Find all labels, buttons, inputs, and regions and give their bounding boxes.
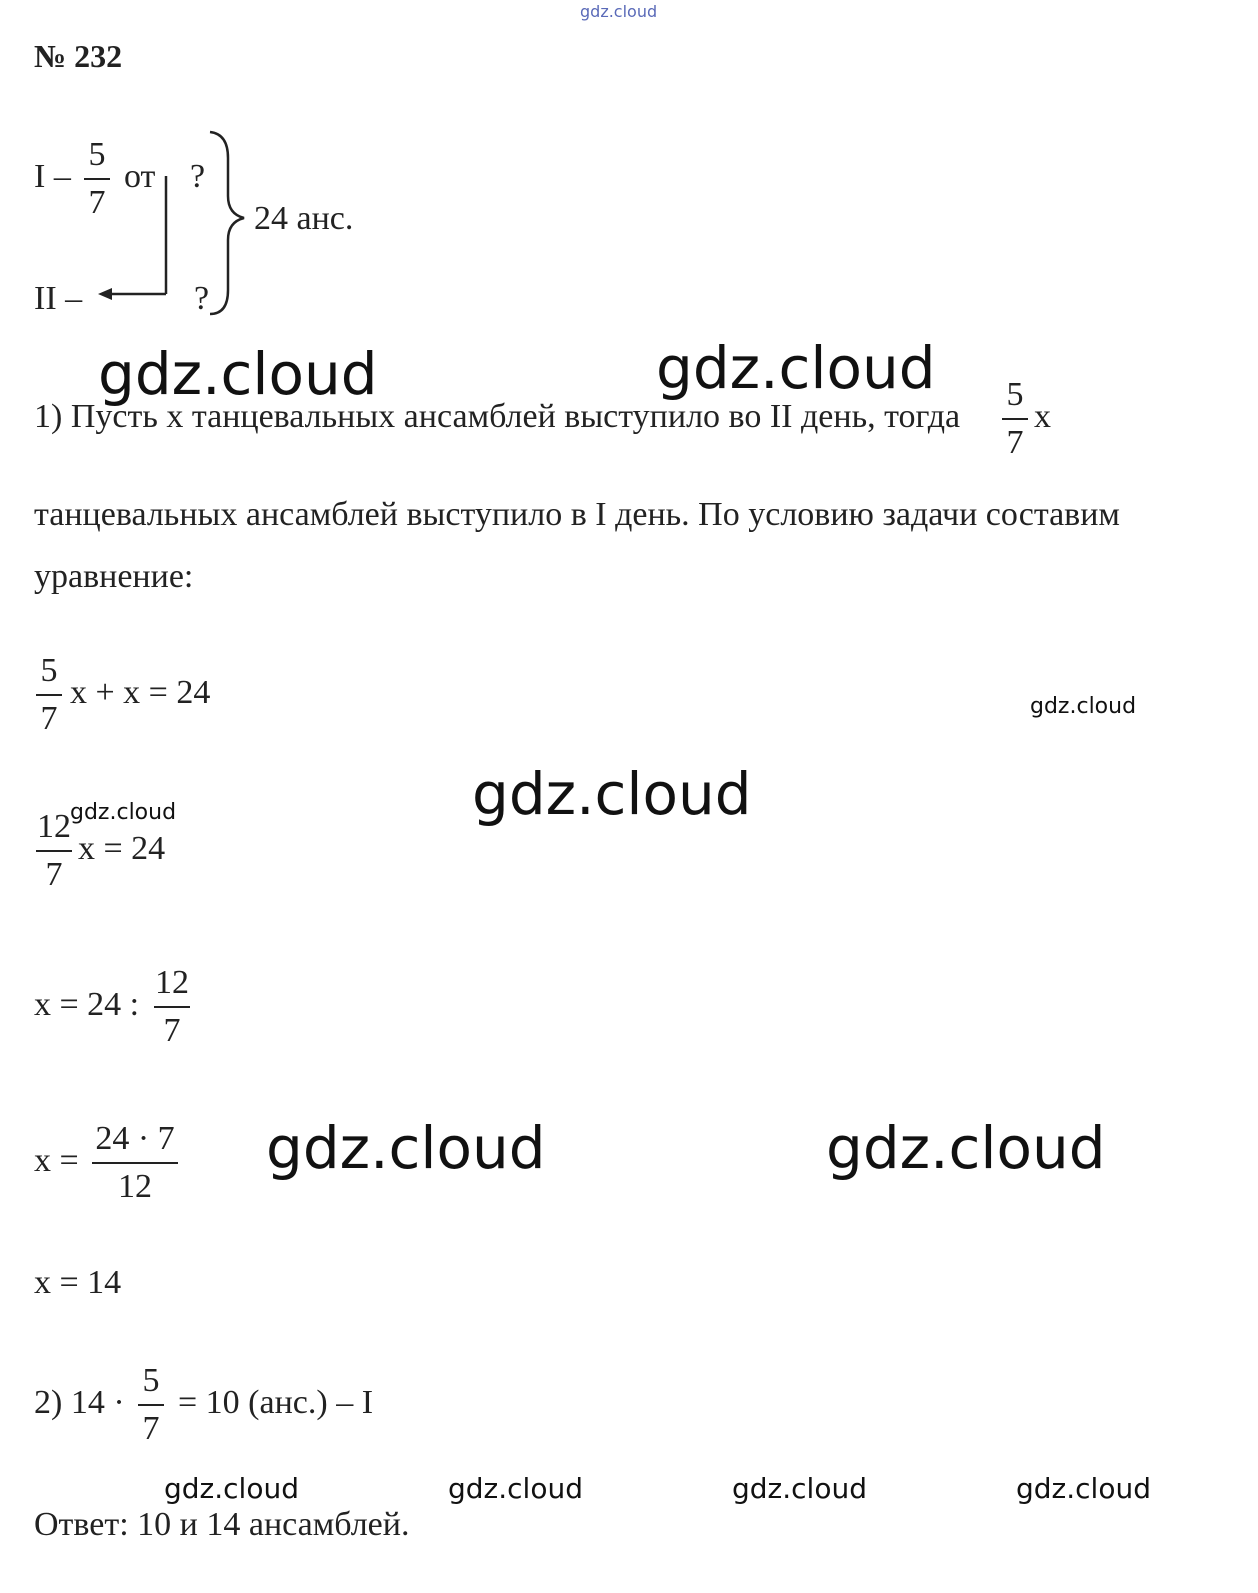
step2-fraction: [138, 1364, 164, 1446]
step1-var: х: [1034, 398, 1051, 435]
eq1-rest: x + x = 24: [70, 674, 211, 711]
watermark: gdz.cloud: [826, 1114, 1106, 1182]
eq3-fraction: [154, 966, 190, 1048]
watermark: gdz.cloud: [656, 334, 936, 402]
step2-fraction-den: 7: [142, 1410, 160, 1447]
step1-line2: танцевальных ансамблей выступило в I день. По условию задачи составим: [34, 496, 1120, 533]
diagram-of-text: от: [124, 158, 156, 195]
diagram-row2-question: ?: [194, 280, 210, 317]
diagram-fraction-den: 7: [88, 184, 106, 221]
eq3-lhs: x = 24 :: [34, 986, 140, 1023]
watermark: gdz.cloud: [1030, 694, 1137, 719]
watermark: gdz.cloud: [1016, 1472, 1151, 1505]
step1-line1: 1) Пусть х танцевальных ансамблей выступило во II день, тогда: [34, 398, 961, 435]
answer: Ответ: 10 и 14 ансамблей.: [34, 1506, 410, 1543]
top-watermark: gdz.cloud: [580, 2, 658, 21]
diagram-total: 24 анс.: [254, 200, 354, 237]
eq3-fraction-den: 7: [163, 1012, 181, 1049]
fraction-bar: [36, 694, 62, 696]
eq1-fraction-num: 5: [40, 652, 58, 689]
fraction-bar: [92, 1162, 178, 1164]
eq1-fraction: [36, 654, 62, 736]
step2-fraction-num: 5: [142, 1362, 160, 1399]
step2-rhs: = 10 (анс.) – I: [178, 1384, 374, 1421]
diagram-row2-label: II –: [34, 280, 83, 317]
eq4-fraction-den: 12: [118, 1168, 152, 1205]
watermark: gdz.cloud: [164, 1472, 299, 1505]
eq2-fraction-num: 12: [37, 808, 71, 845]
eq4-fraction-num: 24 · 7: [95, 1120, 175, 1157]
diagram-row1-label: I –: [34, 158, 71, 195]
step1-fraction: [1002, 378, 1028, 460]
watermark: gdz.cloud: [266, 1114, 546, 1182]
eq2-rest: x = 24: [78, 830, 166, 867]
eq4-lhs: x =: [34, 1142, 79, 1179]
step2-lhs: 2) 14 ·: [34, 1384, 125, 1421]
eq2-fraction-den: 7: [45, 856, 63, 893]
step1-fraction-den: 7: [1006, 424, 1024, 461]
eq4-fraction: [92, 1122, 178, 1204]
diagram-lines: [0, 0, 400, 340]
fraction-bar: [36, 850, 72, 852]
eq5: x = 14: [34, 1264, 122, 1301]
watermark: gdz.cloud: [98, 340, 378, 408]
eq3-fraction-num: 12: [155, 964, 189, 1001]
eq2-fraction: [36, 810, 72, 892]
step1-line3: уравнение:: [34, 558, 194, 595]
watermark: gdz.cloud: [472, 760, 752, 828]
step1-fraction-num: 5: [1006, 376, 1024, 413]
fraction-bar: [138, 1404, 164, 1406]
eq1-fraction-den: 7: [40, 700, 58, 737]
diagram-fraction-num: 5: [88, 136, 106, 173]
brace-icon: [210, 132, 244, 314]
watermark: gdz.cloud: [732, 1472, 867, 1505]
fraction-bar: [1002, 418, 1028, 420]
fraction-bar: [154, 1006, 190, 1008]
watermark: gdz.cloud: [70, 800, 177, 825]
arrow-icon: [98, 176, 166, 300]
diagram-row1-question: ?: [190, 158, 206, 195]
watermark: gdz.cloud: [448, 1472, 583, 1505]
problem-number: № 232: [34, 38, 123, 74]
